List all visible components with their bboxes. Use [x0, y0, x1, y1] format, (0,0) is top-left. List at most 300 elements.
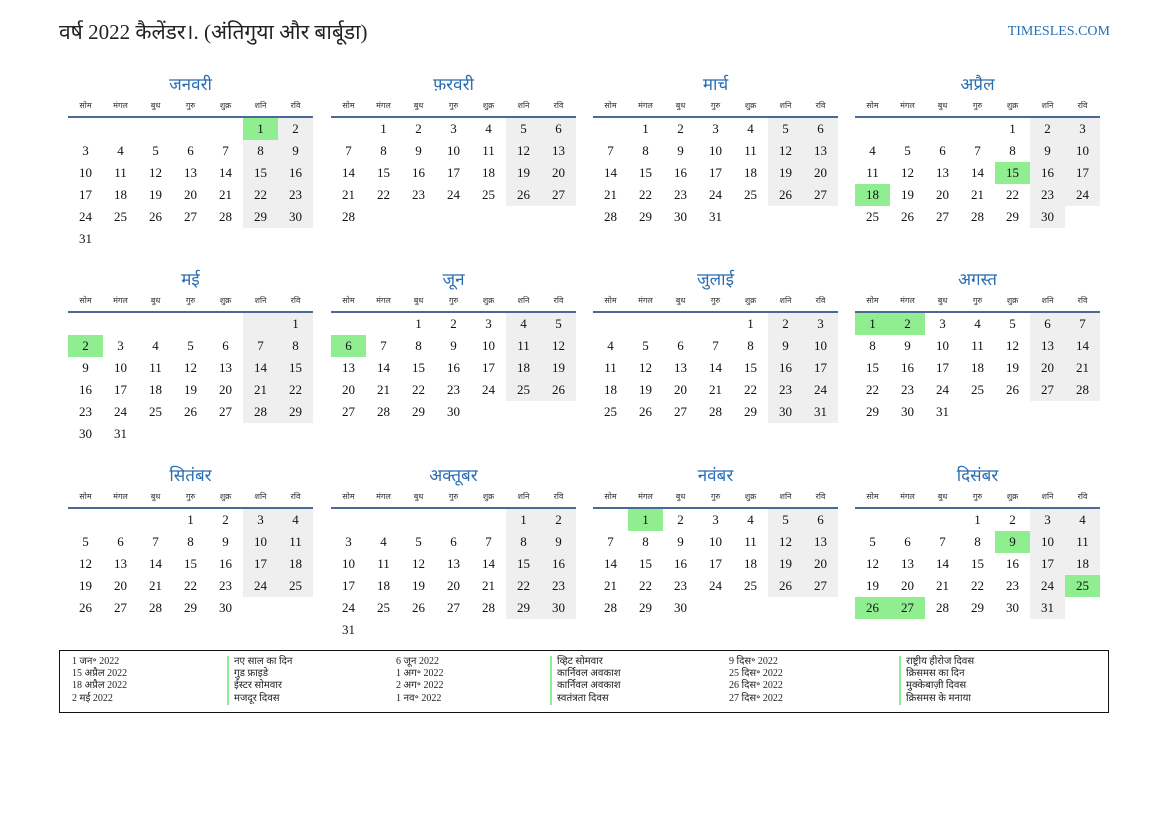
day-cell[interactable]: 28	[342, 209, 355, 224]
day-cell[interactable]: 4	[747, 121, 754, 136]
day-cell[interactable]: 13	[114, 556, 127, 571]
day-cell[interactable]: 5	[506, 118, 541, 140]
day-cell[interactable]: 30	[1006, 600, 1019, 615]
day-cell[interactable]: 27	[114, 600, 127, 615]
day-cell[interactable]: 7	[939, 534, 946, 549]
holiday-day-cell[interactable]: 18	[855, 184, 890, 206]
day-cell[interactable]: 21	[149, 578, 162, 593]
day-cell[interactable]: 17	[936, 360, 949, 375]
day-cell[interactable]: 14	[1065, 335, 1100, 357]
day-cell[interactable]: 10	[1030, 531, 1065, 553]
site-link[interactable]: TIMESLES.COM	[1007, 24, 1110, 39]
day-cell[interactable]: 23	[541, 575, 576, 597]
day-cell[interactable]: 10	[447, 143, 460, 158]
day-cell[interactable]: 17	[342, 578, 355, 593]
day-cell[interactable]: 9	[1030, 140, 1065, 162]
day-cell[interactable]: 7	[1065, 313, 1100, 335]
day-cell[interactable]: 8	[278, 335, 313, 357]
day-cell[interactable]: 17	[79, 187, 92, 202]
day-cell[interactable]: 24	[709, 578, 722, 593]
day-cell[interactable]: 31	[709, 209, 722, 224]
day-cell[interactable]: 23	[1030, 184, 1065, 206]
day-cell[interactable]: 14	[971, 165, 984, 180]
day-cell[interactable]: 11	[744, 143, 757, 158]
day-cell[interactable]: 2	[677, 512, 684, 527]
day-cell[interactable]: 6	[187, 143, 194, 158]
day-cell[interactable]: 10	[709, 143, 722, 158]
day-cell[interactable]: 5	[1009, 316, 1016, 331]
day-cell[interactable]: 16	[541, 553, 576, 575]
day-cell[interactable]: 21	[219, 187, 232, 202]
day-cell[interactable]: 14	[709, 360, 722, 375]
day-cell[interactable]: 18	[377, 578, 390, 593]
day-cell[interactable]: 11	[114, 165, 127, 180]
day-cell[interactable]: 18	[604, 382, 617, 397]
day-cell[interactable]: 11	[278, 531, 313, 553]
holiday-day-cell[interactable]: 1	[243, 118, 278, 140]
holiday-day-cell[interactable]: 27	[890, 597, 925, 619]
day-cell[interactable]: 15	[639, 556, 652, 571]
day-cell[interactable]: 5	[768, 509, 803, 531]
day-cell[interactable]: 26	[639, 404, 652, 419]
day-cell[interactable]: 27	[447, 600, 460, 615]
day-cell[interactable]: 25	[149, 404, 162, 419]
holiday-day-cell[interactable]: 2	[68, 335, 103, 357]
day-cell[interactable]: 29	[866, 404, 879, 419]
day-cell[interactable]: 25	[278, 575, 313, 597]
day-cell[interactable]: 9	[82, 360, 89, 375]
day-cell[interactable]: 3	[712, 121, 719, 136]
day-cell[interactable]: 5	[415, 534, 422, 549]
day-cell[interactable]: 29	[184, 600, 197, 615]
day-cell[interactable]: 29	[412, 404, 425, 419]
day-cell[interactable]: 13	[1030, 335, 1065, 357]
day-cell[interactable]: 15	[412, 360, 425, 375]
day-cell[interactable]: 1	[747, 316, 754, 331]
day-cell[interactable]: 23	[447, 382, 460, 397]
day-cell[interactable]: 8	[380, 143, 387, 158]
day-cell[interactable]: 19	[79, 578, 92, 593]
day-cell[interactable]: 25	[971, 382, 984, 397]
day-cell[interactable]: 28	[1065, 379, 1100, 401]
day-cell[interactable]: 14	[482, 556, 495, 571]
day-cell[interactable]: 19	[768, 162, 803, 184]
day-cell[interactable]: 22	[971, 578, 984, 593]
day-cell[interactable]: 30	[278, 206, 313, 228]
day-cell[interactable]: 7	[712, 338, 719, 353]
day-cell[interactable]: 11	[506, 335, 541, 357]
day-cell[interactable]: 16	[674, 165, 687, 180]
day-cell[interactable]: 21	[377, 382, 390, 397]
day-cell[interactable]: 1	[380, 121, 387, 136]
day-cell[interactable]: 31	[803, 401, 838, 423]
day-cell[interactable]: 13	[447, 556, 460, 571]
day-cell[interactable]: 21	[604, 187, 617, 202]
holiday-day-cell[interactable]: 2	[890, 313, 925, 335]
day-cell[interactable]: 3	[117, 338, 124, 353]
day-cell[interactable]: 20	[541, 162, 576, 184]
day-cell[interactable]: 2	[1030, 118, 1065, 140]
day-cell[interactable]: 7	[974, 143, 981, 158]
day-cell[interactable]: 11	[971, 338, 984, 353]
day-cell[interactable]: 31	[936, 404, 949, 419]
day-cell[interactable]: 27	[936, 209, 949, 224]
day-cell[interactable]: 1	[1009, 121, 1016, 136]
day-cell[interactable]: 18	[482, 165, 495, 180]
day-cell[interactable]: 23	[1006, 578, 1019, 593]
day-cell[interactable]: 12	[412, 556, 425, 571]
day-cell[interactable]: 14	[604, 165, 617, 180]
day-cell[interactable]: 4	[869, 143, 876, 158]
day-cell[interactable]: 25	[744, 187, 757, 202]
day-cell[interactable]: 15	[744, 360, 757, 375]
day-cell[interactable]: 15	[243, 162, 278, 184]
day-cell[interactable]: 29	[639, 209, 652, 224]
day-cell[interactable]: 3	[1030, 509, 1065, 531]
day-cell[interactable]: 28	[604, 600, 617, 615]
day-cell[interactable]: 31	[114, 426, 127, 441]
day-cell[interactable]: 4	[506, 313, 541, 335]
day-cell[interactable]: 21	[604, 578, 617, 593]
day-cell[interactable]: 22	[639, 578, 652, 593]
day-cell[interactable]: 4	[117, 143, 124, 158]
day-cell[interactable]: 11	[604, 360, 617, 375]
day-cell[interactable]: 28	[709, 404, 722, 419]
holiday-day-cell[interactable]: 1	[855, 313, 890, 335]
day-cell[interactable]: 7	[485, 534, 492, 549]
day-cell[interactable]: 20	[803, 162, 838, 184]
day-cell[interactable]: 6	[222, 338, 229, 353]
day-cell[interactable]: 4	[278, 509, 313, 531]
day-cell[interactable]: 12	[149, 165, 162, 180]
holiday-day-cell[interactable]: 9	[995, 531, 1030, 553]
day-cell[interactable]: 7	[152, 534, 159, 549]
day-cell[interactable]: 14	[243, 357, 278, 379]
day-cell[interactable]: 6	[904, 534, 911, 549]
day-cell[interactable]: 3	[243, 509, 278, 531]
day-cell[interactable]: 16	[278, 162, 313, 184]
day-cell[interactable]: 14	[377, 360, 390, 375]
day-cell[interactable]: 10	[243, 531, 278, 553]
holiday-day-cell[interactable]: 25	[1065, 575, 1100, 597]
day-cell[interactable]: 22	[506, 575, 541, 597]
day-cell[interactable]: 20	[674, 382, 687, 397]
day-cell[interactable]: 5	[541, 313, 576, 335]
day-cell[interactable]: 12	[768, 531, 803, 553]
day-cell[interactable]: 23	[278, 184, 313, 206]
day-cell[interactable]: 28	[971, 209, 984, 224]
day-cell[interactable]: 12	[866, 556, 879, 571]
day-cell[interactable]: 17	[482, 360, 495, 375]
day-cell[interactable]: 20	[114, 578, 127, 593]
day-cell[interactable]: 10	[709, 534, 722, 549]
day-cell[interactable]: 14	[219, 165, 232, 180]
day-cell[interactable]: 30	[447, 404, 460, 419]
day-cell[interactable]: 8	[974, 534, 981, 549]
day-cell[interactable]: 30	[674, 209, 687, 224]
day-cell[interactable]: 15	[278, 357, 313, 379]
day-cell[interactable]: 25	[744, 578, 757, 593]
day-cell[interactable]: 4	[747, 512, 754, 527]
day-cell[interactable]: 27	[803, 575, 838, 597]
day-cell[interactable]: 30	[79, 426, 92, 441]
day-cell[interactable]: 3	[82, 143, 89, 158]
day-cell[interactable]: 20	[184, 187, 197, 202]
day-cell[interactable]: 24	[803, 379, 838, 401]
day-cell[interactable]: 20	[1030, 357, 1065, 379]
day-cell[interactable]: 16	[219, 556, 232, 571]
day-cell[interactable]: 1	[506, 509, 541, 531]
day-cell[interactable]: 15	[971, 556, 984, 571]
day-cell[interactable]: 21	[709, 382, 722, 397]
day-cell[interactable]: 29	[243, 206, 278, 228]
day-cell[interactable]: 12	[541, 335, 576, 357]
day-cell[interactable]: 16	[1006, 556, 1019, 571]
day-cell[interactable]: 9	[768, 335, 803, 357]
day-cell[interactable]: 6	[541, 118, 576, 140]
day-cell[interactable]: 24	[243, 575, 278, 597]
day-cell[interactable]: 16	[412, 165, 425, 180]
day-cell[interactable]: 17	[709, 556, 722, 571]
day-cell[interactable]: 20	[342, 382, 355, 397]
day-cell[interactable]: 31	[342, 622, 355, 637]
day-cell[interactable]: 13	[901, 556, 914, 571]
day-cell[interactable]: 21	[936, 578, 949, 593]
day-cell[interactable]: 9	[677, 143, 684, 158]
day-cell[interactable]: 14	[936, 556, 949, 571]
day-cell[interactable]: 30	[541, 597, 576, 619]
day-cell[interactable]: 16	[447, 360, 460, 375]
day-cell[interactable]: 8	[642, 143, 649, 158]
day-cell[interactable]: 23	[219, 578, 232, 593]
day-cell[interactable]: 27	[541, 184, 576, 206]
day-cell[interactable]: 19	[149, 187, 162, 202]
day-cell[interactable]: 9	[677, 534, 684, 549]
day-cell[interactable]: 15	[639, 165, 652, 180]
day-cell[interactable]: 31	[79, 231, 92, 246]
day-cell[interactable]: 18	[744, 165, 757, 180]
day-cell[interactable]: 18	[971, 360, 984, 375]
day-cell[interactable]: 22	[412, 382, 425, 397]
day-cell[interactable]: 22	[744, 382, 757, 397]
day-cell[interactable]: 21	[243, 379, 278, 401]
day-cell[interactable]: 15	[184, 556, 197, 571]
day-cell[interactable]: 22	[866, 382, 879, 397]
day-cell[interactable]: 24	[342, 600, 355, 615]
day-cell[interactable]: 29	[744, 404, 757, 419]
day-cell[interactable]: 1	[187, 512, 194, 527]
day-cell[interactable]: 16	[768, 357, 803, 379]
day-cell[interactable]: 22	[278, 379, 313, 401]
day-cell[interactable]: 11	[377, 556, 390, 571]
day-cell[interactable]: 22	[184, 578, 197, 593]
day-cell[interactable]: 4	[380, 534, 387, 549]
day-cell[interactable]: 4	[485, 121, 492, 136]
day-cell[interactable]: 4	[607, 338, 614, 353]
day-cell[interactable]: 22	[377, 187, 390, 202]
day-cell[interactable]: 11	[866, 165, 879, 180]
day-cell[interactable]: 10	[79, 165, 92, 180]
day-cell[interactable]: 24	[482, 382, 495, 397]
day-cell[interactable]: 5	[869, 534, 876, 549]
day-cell[interactable]: 18	[278, 553, 313, 575]
day-cell[interactable]: 22	[1006, 187, 1019, 202]
day-cell[interactable]: 13	[674, 360, 687, 375]
day-cell[interactable]: 28	[936, 600, 949, 615]
day-cell[interactable]: 10	[342, 556, 355, 571]
day-cell[interactable]: 7	[345, 143, 352, 158]
day-cell[interactable]: 28	[482, 600, 495, 615]
day-cell[interactable]: 7	[607, 534, 614, 549]
day-cell[interactable]: 27	[1030, 379, 1065, 401]
day-cell[interactable]: 24	[936, 382, 949, 397]
day-cell[interactable]: 2	[450, 316, 457, 331]
day-cell[interactable]: 9	[278, 140, 313, 162]
day-cell[interactable]: 3	[345, 534, 352, 549]
day-cell[interactable]: 2	[415, 121, 422, 136]
day-cell[interactable]: 25	[866, 209, 879, 224]
day-cell[interactable]: 17	[1065, 162, 1100, 184]
day-cell[interactable]: 2	[278, 118, 313, 140]
day-cell[interactable]: 3	[712, 512, 719, 527]
day-cell[interactable]: 27	[184, 209, 197, 224]
day-cell[interactable]: 24	[447, 187, 460, 202]
day-cell[interactable]: 13	[541, 140, 576, 162]
day-cell[interactable]: 18	[149, 382, 162, 397]
day-cell[interactable]: 11	[149, 360, 162, 375]
day-cell[interactable]: 30	[901, 404, 914, 419]
day-cell[interactable]: 29	[506, 597, 541, 619]
day-cell[interactable]: 17	[447, 165, 460, 180]
day-cell[interactable]: 22	[639, 187, 652, 202]
day-cell[interactable]: 3	[939, 316, 946, 331]
day-cell[interactable]: 25	[506, 379, 541, 401]
day-cell[interactable]: 12	[768, 140, 803, 162]
day-cell[interactable]: 26	[901, 209, 914, 224]
day-cell[interactable]: 30	[219, 600, 232, 615]
day-cell[interactable]: 16	[901, 360, 914, 375]
day-cell[interactable]: 16	[674, 556, 687, 571]
day-cell[interactable]: 6	[939, 143, 946, 158]
day-cell[interactable]: 29	[971, 600, 984, 615]
day-cell[interactable]: 5	[187, 338, 194, 353]
day-cell[interactable]: 13	[936, 165, 949, 180]
day-cell[interactable]: 30	[674, 600, 687, 615]
day-cell[interactable]: 24	[1065, 184, 1100, 206]
day-cell[interactable]: 26	[541, 379, 576, 401]
day-cell[interactable]: 23	[412, 187, 425, 202]
day-cell[interactable]: 22	[243, 184, 278, 206]
day-cell[interactable]: 25	[377, 600, 390, 615]
day-cell[interactable]: 23	[674, 187, 687, 202]
day-cell[interactable]: 26	[149, 209, 162, 224]
day-cell[interactable]: 6	[1030, 313, 1065, 335]
day-cell[interactable]: 23	[901, 382, 914, 397]
day-cell[interactable]: 21	[342, 187, 355, 202]
day-cell[interactable]: 26	[184, 404, 197, 419]
day-cell[interactable]: 2	[222, 512, 229, 527]
day-cell[interactable]: 8	[869, 338, 876, 353]
day-cell[interactable]: 30	[768, 401, 803, 423]
day-cell[interactable]: 12	[506, 140, 541, 162]
day-cell[interactable]: 12	[639, 360, 652, 375]
day-cell[interactable]: 21	[1065, 357, 1100, 379]
day-cell[interactable]: 1	[974, 512, 981, 527]
day-cell[interactable]: 8	[506, 531, 541, 553]
day-cell[interactable]: 8	[415, 338, 422, 353]
day-cell[interactable]: 23	[79, 404, 92, 419]
day-cell[interactable]: 14	[149, 556, 162, 571]
day-cell[interactable]: 31	[1030, 597, 1065, 619]
day-cell[interactable]: 14	[604, 556, 617, 571]
day-cell[interactable]: 3	[803, 313, 838, 335]
day-cell[interactable]: 7	[380, 338, 387, 353]
day-cell[interactable]: 8	[1009, 143, 1016, 158]
day-cell[interactable]: 25	[482, 187, 495, 202]
day-cell[interactable]: 27	[803, 184, 838, 206]
day-cell[interactable]: 9	[415, 143, 422, 158]
day-cell[interactable]: 9	[904, 338, 911, 353]
day-cell[interactable]: 6	[450, 534, 457, 549]
day-cell[interactable]: 1	[415, 316, 422, 331]
day-cell[interactable]: 10	[1065, 140, 1100, 162]
day-cell[interactable]: 5	[82, 534, 89, 549]
day-cell[interactable]: 28	[149, 600, 162, 615]
day-cell[interactable]: 11	[482, 143, 495, 158]
day-cell[interactable]: 26	[79, 600, 92, 615]
day-cell[interactable]: 21	[482, 578, 495, 593]
day-cell[interactable]: 3	[450, 121, 457, 136]
day-cell[interactable]: 9	[222, 534, 229, 549]
day-cell[interactable]: 1	[642, 121, 649, 136]
day-cell[interactable]: 19	[412, 578, 425, 593]
day-cell[interactable]: 28	[604, 209, 617, 224]
day-cell[interactable]: 13	[803, 140, 838, 162]
day-cell[interactable]: 8	[243, 140, 278, 162]
day-cell[interactable]: 20	[936, 187, 949, 202]
day-cell[interactable]: 11	[1065, 531, 1100, 553]
day-cell[interactable]: 26	[506, 184, 541, 206]
day-cell[interactable]: 25	[114, 209, 127, 224]
day-cell[interactable]: 2	[768, 313, 803, 335]
day-cell[interactable]: 6	[803, 118, 838, 140]
day-cell[interactable]: 1	[278, 313, 313, 335]
day-cell[interactable]: 17	[1030, 553, 1065, 575]
day-cell[interactable]: 30	[1030, 206, 1065, 228]
holiday-day-cell[interactable]: 26	[855, 597, 890, 619]
day-cell[interactable]: 19	[1006, 360, 1019, 375]
day-cell[interactable]: 13	[184, 165, 197, 180]
day-cell[interactable]: 19	[506, 162, 541, 184]
holiday-day-cell[interactable]: 1	[628, 509, 663, 531]
day-cell[interactable]: 23	[674, 578, 687, 593]
day-cell[interactable]: 4	[974, 316, 981, 331]
day-cell[interactable]: 24	[114, 404, 127, 419]
day-cell[interactable]: 6	[803, 509, 838, 531]
day-cell[interactable]: 18	[114, 187, 127, 202]
day-cell[interactable]: 15	[377, 165, 390, 180]
day-cell[interactable]: 12	[184, 360, 197, 375]
day-cell[interactable]: 19	[184, 382, 197, 397]
day-cell[interactable]: 2	[1009, 512, 1016, 527]
day-cell[interactable]: 12	[79, 556, 92, 571]
holiday-day-cell[interactable]: 15	[995, 162, 1030, 184]
day-cell[interactable]: 24	[709, 187, 722, 202]
day-cell[interactable]: 4	[1065, 509, 1100, 531]
day-cell[interactable]: 13	[219, 360, 232, 375]
day-cell[interactable]: 25	[604, 404, 617, 419]
day-cell[interactable]: 13	[342, 360, 355, 375]
